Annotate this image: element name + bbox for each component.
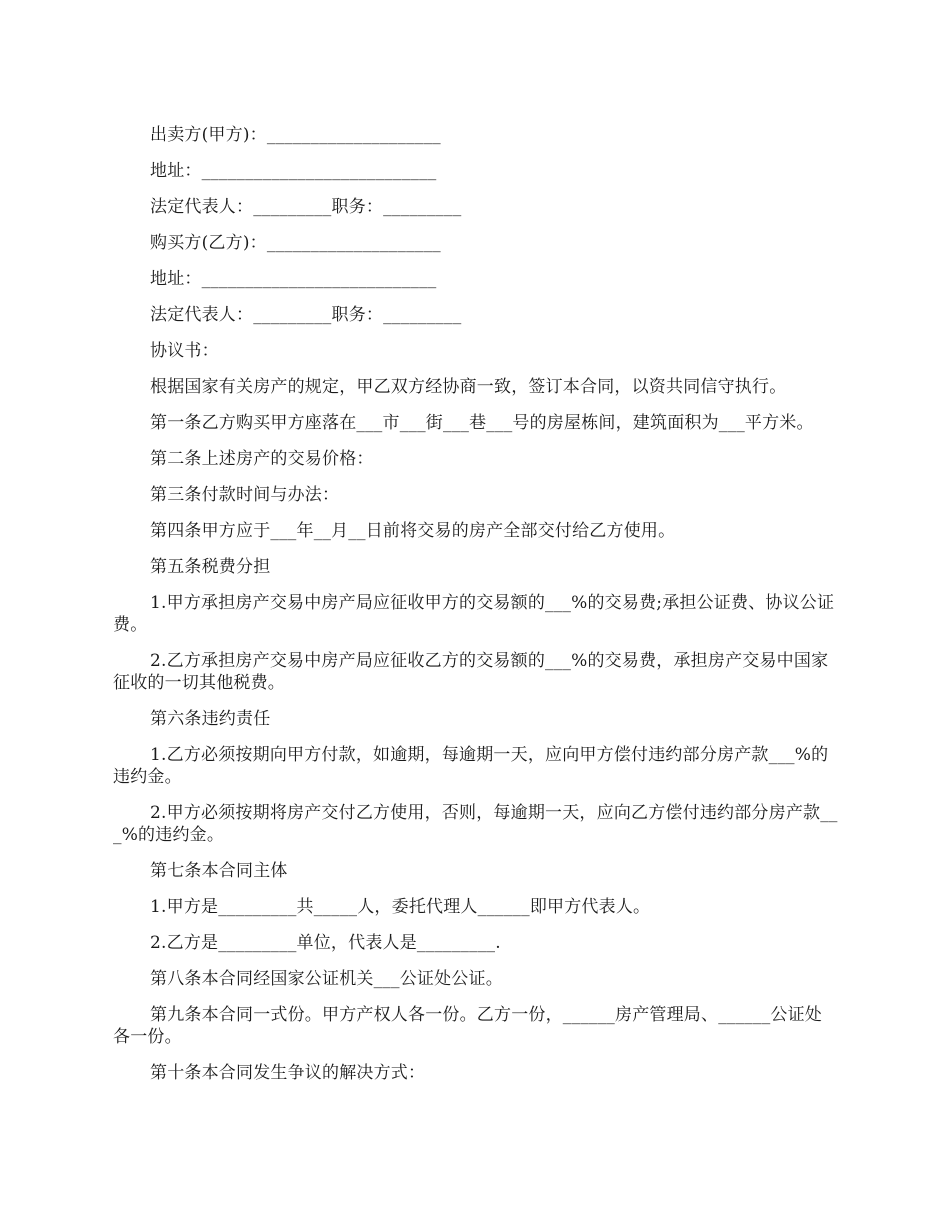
buyer-address-line: 地址：___________________________ xyxy=(150,269,437,289)
article-7: 第七条本合同主体 xyxy=(150,861,288,881)
article-9: 第九条本合同一式份。甲方产权人各一份。乙方一份，______房产管理局、______公证处各一份。 xyxy=(113,1005,822,1047)
seller-representative-line: 法定代表人：_________职务：_________ xyxy=(150,197,462,217)
article-1: 第一条乙方购买甲方座落在___市___街___巷___号的房屋栋间，建筑面积为___平方米。 xyxy=(150,413,814,433)
article-6-item-1: 1.乙方必须按期向甲方付款，如逾期，每逾期一天，应向甲方偿付违约部分房产款___%的违约金。 xyxy=(113,745,829,787)
article-2: 第二条上述房产的交易价格： xyxy=(150,449,374,469)
agreement-preamble: 根据国家有关房产的规定，甲乙双方经协商一致，签订本合同，以资共同信守执行。 xyxy=(150,377,787,397)
article-7-item-1: 1.甲方是_________共_____人，委托代理人______即甲方代表人。 xyxy=(150,897,651,917)
article-5-item-2: 2.乙方承担房产交易中房产局应征收乙方的交易额的___%的交易费，承担房产交易中国家征收的一切其他税费。 xyxy=(113,651,829,693)
buyer-line: 购买方(乙方)：____________________ xyxy=(150,233,441,253)
seller-line: 出卖方(甲方)：____________________ xyxy=(150,125,441,145)
article-10: 第十条本合同发生争议的解决方式： xyxy=(150,1063,426,1083)
article-7-item-2: 2.乙方是_________单位，代表人是_________. xyxy=(150,933,501,953)
article-6: 第六条违约责任 xyxy=(150,709,271,729)
buyer-representative-line: 法定代表人：_________职务：_________ xyxy=(150,305,462,325)
article-4: 第四条甲方应于___年__月__日前将交易的房产全部交付给乙方使用。 xyxy=(150,521,676,541)
agreement-heading: 协议书： xyxy=(150,341,219,361)
article-6-item-2: 2.甲方必须按期将房产交付乙方使用，否则，每逾期一天，应向乙方偿付违约部分房产款___%的违约金。 xyxy=(113,803,838,845)
article-5-item-1: 1.甲方承担房产交易中房产局应征收甲方的交易额的___%的交易费;承担公证费、协议公证费。 xyxy=(113,593,835,635)
article-5: 第五条税费分担 xyxy=(150,557,271,577)
contract-body xyxy=(113,124,839,1098)
seller-address-line: 地址：___________________________ xyxy=(150,161,437,181)
article-8: 第八条本合同经国家公证机关___公证处公证。 xyxy=(150,969,503,989)
article-3: 第三条付款时间与办法： xyxy=(150,485,340,505)
